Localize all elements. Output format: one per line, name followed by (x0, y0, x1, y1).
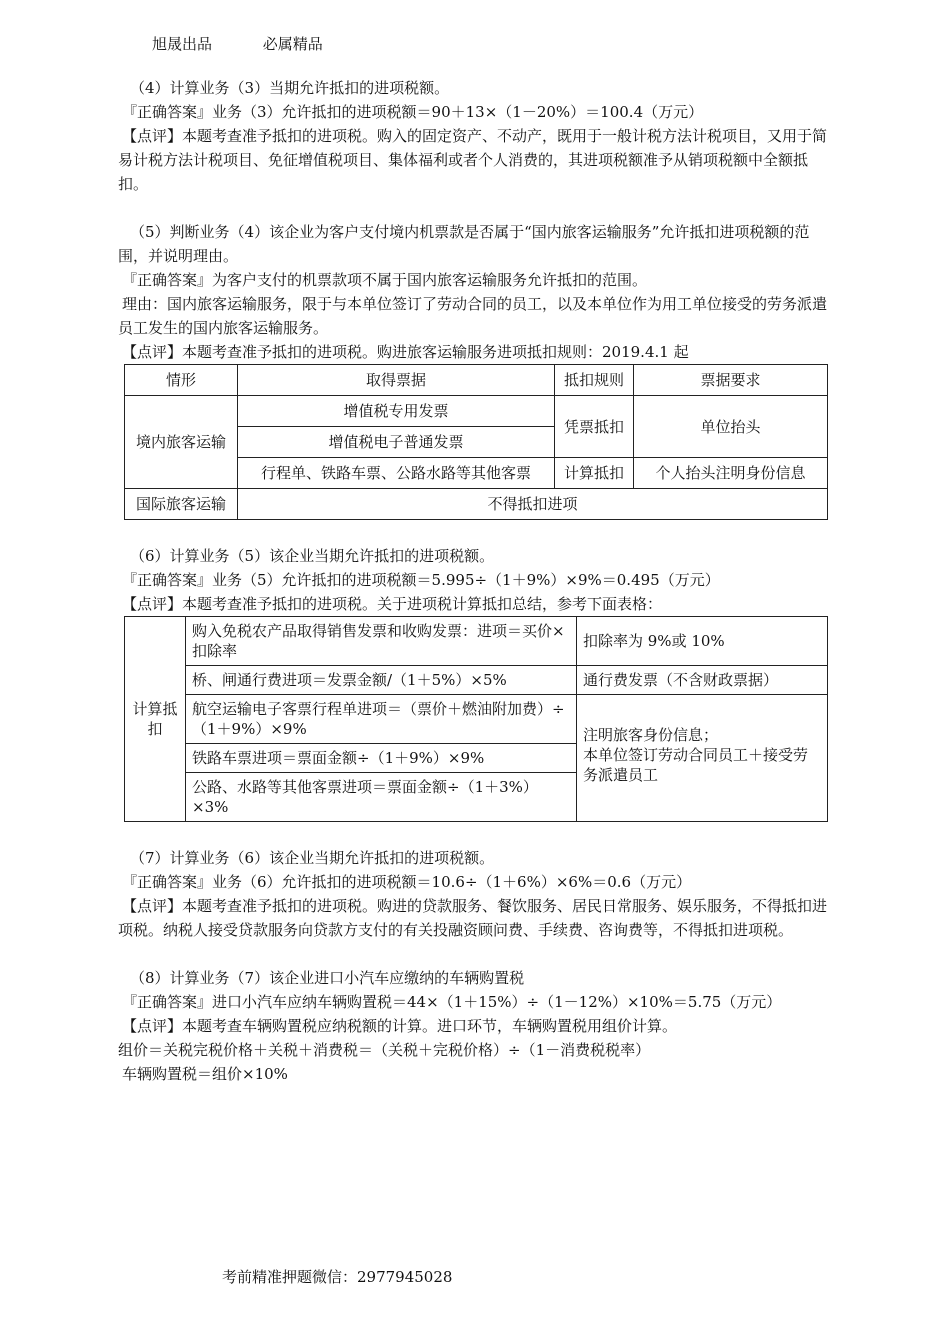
table-cell: 通行费发票（不含财政票据） (577, 666, 828, 695)
formula-2: 车辆购置税＝组价×10% (122, 1065, 288, 1083)
invoice-cell: 行程单、铁路车票、公路水路等其他客票 (238, 458, 555, 489)
note-cell (577, 695, 828, 822)
comment-5: 【点评】本题考查准予抵扣的进项税。购进旅客运输服务进项抵扣规则：2019.4.1 起 (122, 343, 689, 361)
comment-4: 【点评】本题考查准予抵扣的进项税。购入的固定资产、不动产，既用于一般计税方法计税项目，又用于简易计税方法计税项目、免征增值税项目、集体福利或者个人消费的，其进项税额准予从销项税额中全额抵扣。 (118, 127, 828, 193)
table-cell: 扣除率为 9%或 10% (577, 617, 828, 666)
invoice-cell: 增值税电子普通发票 (238, 427, 555, 458)
domestic-cell: 境内旅客运输 (125, 396, 238, 489)
answer-6: 『正确答案』业务（5）允许抵扣的进项税额＝5.995÷（1＋9%）×9%＝0.495（万元） (122, 571, 720, 589)
rule-cell: 凭票抵扣 (555, 396, 634, 458)
table-header-cell: 情形 (125, 365, 238, 396)
requirement-cell: 个人抬头注明身份信息 (634, 458, 828, 489)
comment-6: 【点评】本题考查准予抵扣的进项税。关于进项税计算抵扣总结，参考下面表格： (122, 595, 663, 613)
table-header-cell: 票据要求 (634, 365, 828, 396)
table-cell: 公路、水路等其他客票进项＝票面金额÷（1＋3%）×3% (186, 773, 577, 822)
question-4: （4）计算业务（3）当期允许抵扣的进项税额。 (130, 79, 450, 97)
table-header-cell: 取得票据 (238, 365, 555, 396)
header-right: 必属精品 (262, 35, 323, 53)
table-row (125, 365, 828, 396)
note-line: 本单位签订劳动合同员工＋接受劳务派遣员工 (583, 746, 809, 784)
international-cell: 国际旅客运输 (125, 489, 238, 520)
table-row (125, 617, 828, 666)
table-row (125, 396, 828, 427)
page-header (152, 33, 369, 54)
rule-cell: 计算抵扣 (555, 458, 634, 489)
answer-4: 『正确答案』业务（3）允许抵扣的进项税额＝90＋13×（1－20%）＝100.4（万元） (122, 103, 704, 121)
requirement-cell: 单位抬头 (634, 396, 828, 458)
answer-7: 『正确答案』业务（6）允许抵扣的进项税额＝10.6÷（1＋6%）×6%＝0.6（万元） (122, 873, 692, 891)
page-footer: 考前精准押题微信：2977945028 (222, 1268, 453, 1286)
invoice-cell: 增值税专用发票 (238, 396, 555, 427)
table-row (125, 489, 828, 520)
table-row (125, 695, 828, 744)
table-cell: 购入免税农产品取得销售发票和收购发票：进项＝买价×扣除率 (186, 617, 577, 666)
calc-deduction-label: 计算抵扣 (125, 617, 186, 822)
table-cell: 桥、闸通行费进项＝发票金额/（1＋5%）×5% (186, 666, 577, 695)
reason-5: 理由：国内旅客运输服务，限于与本单位签订了劳动合同的员工，以及本单位作为用工单位接受的劳务派遣员工发生的国内旅客运输服务。 (118, 295, 828, 337)
table-header-cell: 抵扣规则 (555, 365, 634, 396)
passenger-transport-table (124, 364, 828, 520)
answer-5: 『正确答案』为客户支付的机票款项不属于国内旅客运输服务允许抵扣的范围。 (122, 271, 648, 289)
question-7: （7）计算业务（6）该企业当期允许抵扣的进项税额。 (130, 849, 495, 867)
comment-8: 【点评】本题考查车辆购置税应纳税额的计算。进口环节，车辆购置税用组价计算。 (122, 1017, 678, 1035)
table-row (125, 666, 828, 695)
question-6: （6）计算业务（5）该企业当期允许抵扣的进项税额。 (130, 547, 495, 565)
question-5: （5）判断业务（4）该企业为客户支付境内机票款是否属于“国内旅客运输服务”允许抵扣进项税额的范围，并说明理由。 (118, 223, 810, 265)
deduction-summary-table (124, 616, 828, 822)
header-left: 旭晟出品 (152, 35, 213, 53)
note-line: 注明旅客身份信息； (583, 726, 719, 744)
international-value-cell: 不得抵扣进项 (238, 489, 828, 520)
formula-1: 组价＝关税完税价格＋关税＋消费税＝（关税＋完税价格）÷（1－消费税税率） (118, 1041, 651, 1059)
table-cell: 航空运输电子客票行程单进项＝（票价＋燃油附加费）÷（1＋9%）×9% (186, 695, 577, 744)
comment-7: 【点评】本题考查准予抵扣的进项税。购进的贷款服务、餐饮服务、居民日常服务、娱乐服务，不得抵扣进项税。纳税人接受贷款服务向贷款方支付的有关投融资顾问费、手续费、咨询费等，不得抵扣进项税。 (118, 897, 828, 939)
document-body (118, 76, 836, 1086)
answer-8: 『正确答案』进口小汽车应纳车辆购置税＝44×（1＋15%）÷（1－12%）×10%＝5.75（万元） (122, 993, 782, 1011)
question-8: （8）计算业务（7）该企业进口小汽车应缴纳的车辆购置税 (130, 969, 525, 987)
table-cell: 铁路车票进项＝票面金额÷（1＋9%）×9% (186, 744, 577, 773)
